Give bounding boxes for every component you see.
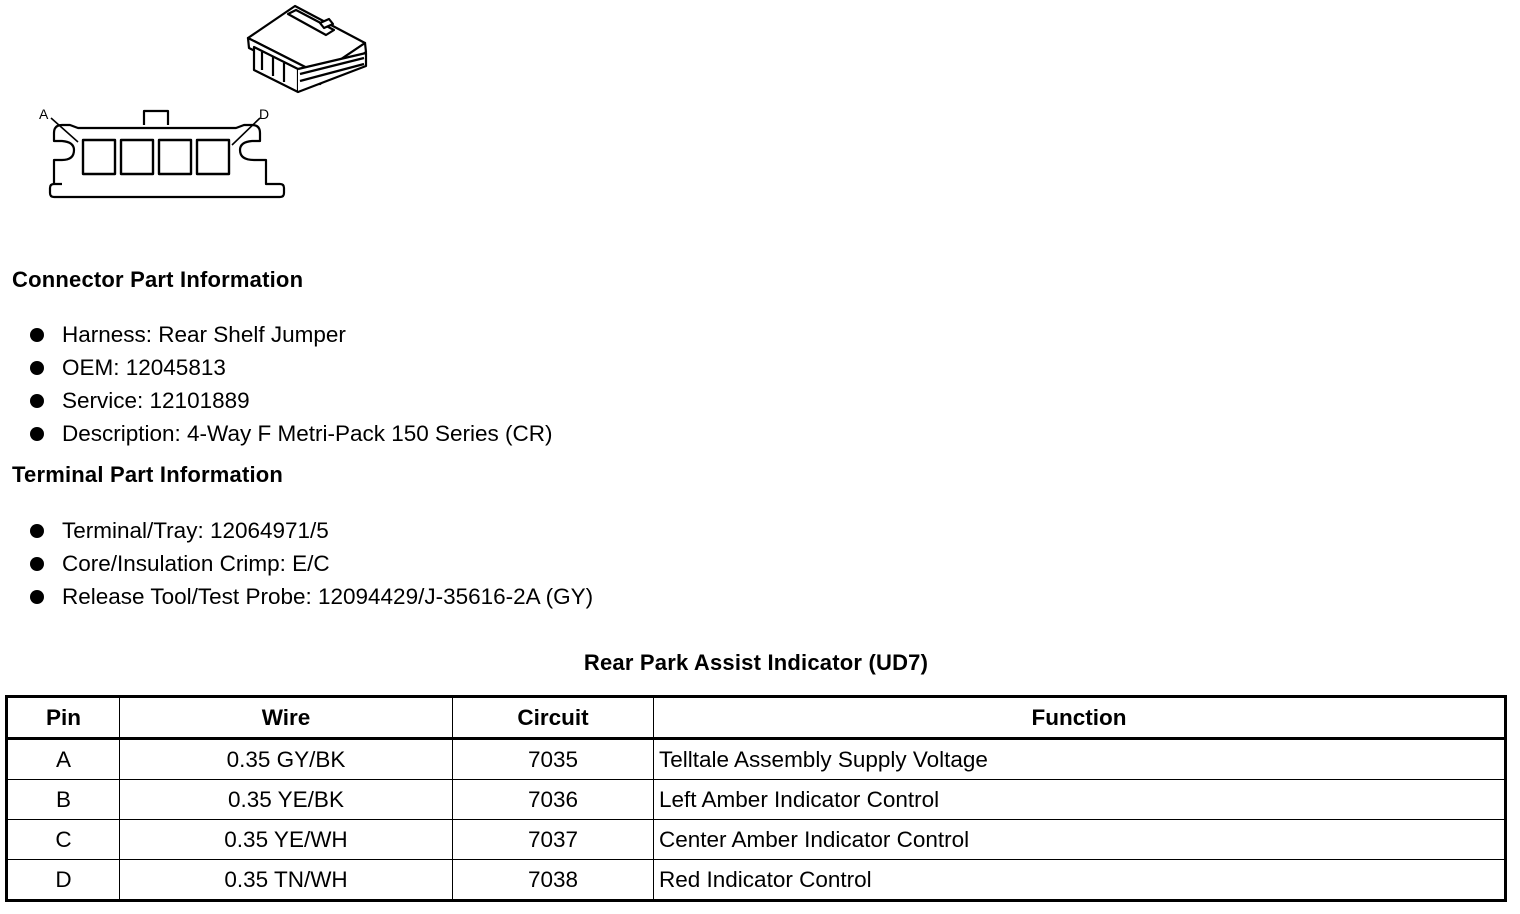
bullet-icon xyxy=(30,590,44,604)
list-item xyxy=(28,384,553,417)
table-header-row xyxy=(7,697,1506,739)
header-pin: Pin xyxy=(7,697,120,739)
table-row xyxy=(7,739,1506,780)
header-wire: Wire xyxy=(120,697,453,739)
connector-drawing xyxy=(0,0,400,215)
header-circuit: Circuit xyxy=(453,697,654,739)
cell-wire: 0.35 TN/WH xyxy=(120,860,453,901)
list-item-text: Release Tool/Test Probe: 12094429/J-35616-2A (GY) xyxy=(62,584,594,609)
bullet-icon xyxy=(30,394,44,408)
cell-circuit: 7038 xyxy=(453,860,654,901)
connector-face-view xyxy=(50,111,284,197)
pinout-table xyxy=(5,695,1507,902)
list-item-text: Harness: Rear Shelf Jumper xyxy=(62,322,346,347)
bullet-icon xyxy=(30,328,44,342)
list-item-text: Service: 12101889 xyxy=(62,388,250,413)
bullet-icon xyxy=(30,524,44,538)
terminal-part-title: Terminal Part Information xyxy=(12,462,284,487)
bullet-icon xyxy=(30,361,44,375)
cell-circuit: 7036 xyxy=(453,780,654,820)
list-item-text: Terminal/Tray: 12064971/5 xyxy=(62,518,329,543)
table-row xyxy=(7,820,1506,860)
terminal-cavities xyxy=(83,140,229,174)
list-item xyxy=(28,417,553,450)
header-function: Function xyxy=(654,697,1506,739)
terminal-part-list xyxy=(28,514,593,613)
connector-part-title: Connector Part Information xyxy=(12,267,304,292)
list-item-text: Core/Insulation Crimp: E/C xyxy=(62,551,330,576)
bullet-icon xyxy=(30,557,44,571)
cell-wire: 0.35 YE/WH xyxy=(120,820,453,860)
bullet-icon xyxy=(30,427,44,441)
table-title: Rear Park Assist Indicator (UD7) xyxy=(583,650,929,675)
pin-label-d: D xyxy=(259,106,270,122)
cell-pin: B xyxy=(7,780,120,820)
list-item-text: Description: 4-Way F Metri-Pack 150 Series (CR) xyxy=(62,421,553,446)
connector-isometric-view xyxy=(248,6,366,92)
list-item-text: OEM: 12045813 xyxy=(62,355,226,380)
cell-pin: C xyxy=(7,820,120,860)
connector-part-list xyxy=(28,318,553,450)
list-item xyxy=(28,547,593,580)
list-item xyxy=(28,351,553,384)
cell-wire: 0.35 GY/BK xyxy=(120,739,453,780)
pin-label-a: A xyxy=(39,106,49,122)
cell-circuit: 7035 xyxy=(453,739,654,780)
table-row xyxy=(7,780,1506,820)
cell-circuit: 7037 xyxy=(453,820,654,860)
cell-pin: A xyxy=(7,739,120,780)
cell-wire: 0.35 YE/BK xyxy=(120,780,453,820)
cell-pin: D xyxy=(7,860,120,901)
list-item xyxy=(28,580,593,613)
cell-function: Left Amber Indicator Control xyxy=(654,780,1506,820)
cell-function: Center Amber Indicator Control xyxy=(654,820,1506,860)
list-item xyxy=(28,318,553,351)
cell-function: Telltale Assembly Supply Voltage xyxy=(654,739,1506,780)
table-row xyxy=(7,860,1506,901)
list-item xyxy=(28,514,593,547)
cell-function: Red Indicator Control xyxy=(654,860,1506,901)
